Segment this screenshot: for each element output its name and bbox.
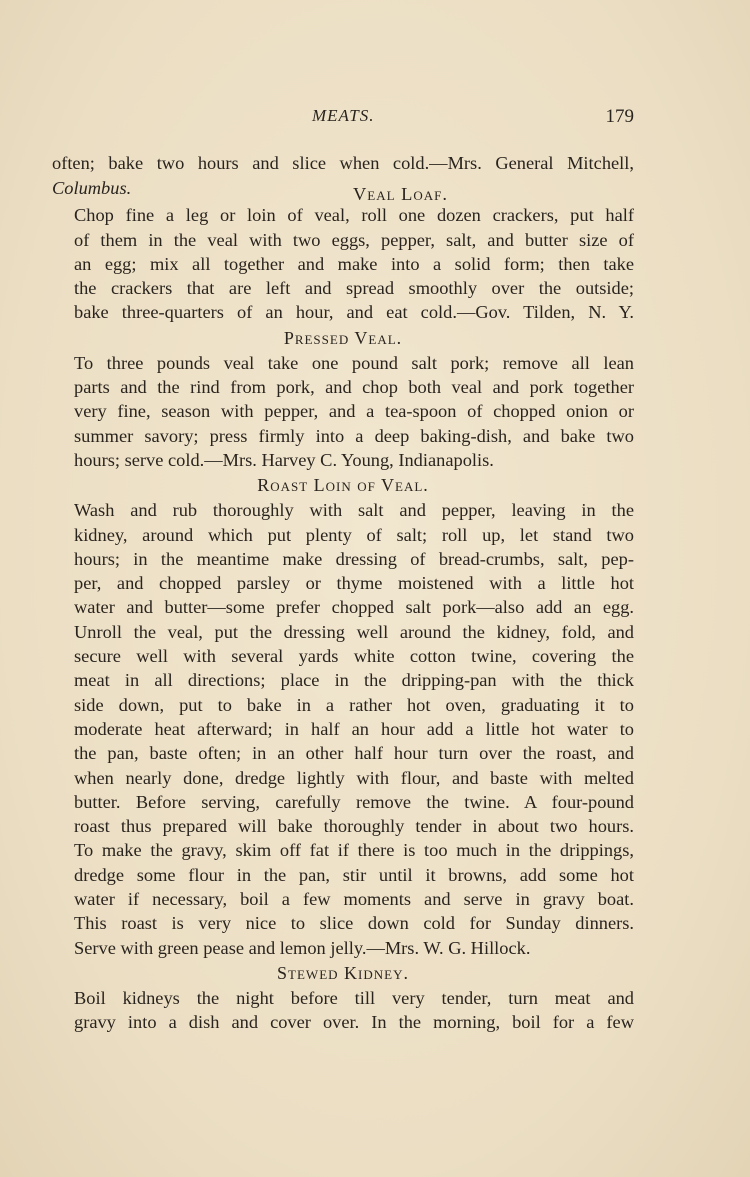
text-line: hours; in the meantime make dressing of bread-crumbs, salt, pep- xyxy=(74,548,634,569)
text-line: To three pounds veal take one pound salt pork; remove all lean xyxy=(74,352,634,373)
page-header xyxy=(52,104,634,134)
text-line: dredge some flour in the pan, stir until it browns, add some hot xyxy=(74,864,634,885)
text-line: the crackers that are left and spread smoothly over the outside; xyxy=(74,278,634,299)
text-line: secure well with several yards white cotton twine, covering the xyxy=(74,646,634,667)
text-line: kidney, around which put plenty of salt; roll up, let stand two xyxy=(74,524,634,545)
text-line: water and butter—some prefer chopped salt pork—also add an egg. xyxy=(74,597,634,618)
text-line: hours; serve cold.—Mrs. Harvey C. Young, Indianapolis. xyxy=(74,449,494,470)
section-heading: Veal Loaf. xyxy=(353,184,448,205)
carryover-paragraph xyxy=(52,151,634,175)
text-line: parts and the rind from pork, and chop both veal and pork together xyxy=(74,377,634,398)
text-line: Columbus. xyxy=(52,178,132,199)
recipe-paragraph xyxy=(52,351,634,472)
text-line: when nearly done, dredge lightly with flour, and baste with melted xyxy=(74,767,634,788)
text-line: Unroll the veal, put the dressing well around the kidney, fold, and xyxy=(74,621,634,642)
text-line: Serve with green pease and lemon jelly.—Mrs. W. G. Hillock. xyxy=(74,937,531,958)
text-line: of them in the veal with two eggs, pepper, salt, and butter size of xyxy=(74,229,634,250)
carryover-end-row xyxy=(52,175,634,203)
recipe-paragraph xyxy=(52,986,634,1035)
text-line: meat in all directions; place in the dripping-pan with the thick xyxy=(74,670,634,691)
text-line: side down, put to bake in a rather hot oven, graduating it to xyxy=(74,694,634,715)
text-line: per, and chopped parsley or thyme moistened with a little hot xyxy=(74,573,634,594)
recipe-paragraph xyxy=(52,203,634,324)
text-line: Chop fine a leg or loin of veal, roll one dozen crackers, put half xyxy=(74,205,634,226)
text-line: gravy into a dish and cover over. In the morning, boil for a few xyxy=(74,1012,634,1033)
text-line: This roast is very nice to slice down cold for Sunday dinners. xyxy=(74,913,634,934)
text-line: moderate heat afterward; in half an hour add a little hot water to xyxy=(74,718,634,739)
section-heading: Pressed Veal. xyxy=(283,327,403,348)
text-line: To make the gravy, skim off fat if there is too much in the drippings, xyxy=(74,840,634,861)
text-line: summer savory; press firmly into a deep baking-dish, and bake two xyxy=(74,425,634,446)
text-line: bake three-quarters of an hour, and eat cold.—Gov. Tilden, N. Y. xyxy=(74,302,634,323)
recipe-paragraph xyxy=(52,498,634,960)
text-line: very fine, season with pepper, and a tea-spoon of chopped onion or xyxy=(74,401,634,422)
text-line: Wash and rub thoroughly with salt and pepper, leaving in the xyxy=(74,500,634,521)
text-line: Boil kidneys the night before till very tender, turn meat and xyxy=(74,987,634,1008)
text-line: butter. Before serving, carefully remove the twine. A four-pound xyxy=(74,791,634,812)
section-heading: Roast Loin of Veal. xyxy=(257,475,429,496)
body-text xyxy=(52,151,634,1035)
text-line: often; bake two hours and slice when cold.—Mrs. General Mitchell, xyxy=(52,153,634,173)
text-line: roast thus prepared will bake thoroughly tender in about two hours. xyxy=(74,816,634,837)
text-line: the pan, baste often; in an other half hour turn over the roast, and xyxy=(74,743,634,764)
text-line: an egg; mix all together and make into a solid form; then take xyxy=(74,253,634,274)
running-head: MEATS. xyxy=(312,106,375,125)
text-line: water if necessary, boil a few moments and serve in gravy boat. xyxy=(74,889,634,910)
page-number: 179 xyxy=(605,106,634,127)
section-heading: Stewed Kidney. xyxy=(277,962,409,983)
